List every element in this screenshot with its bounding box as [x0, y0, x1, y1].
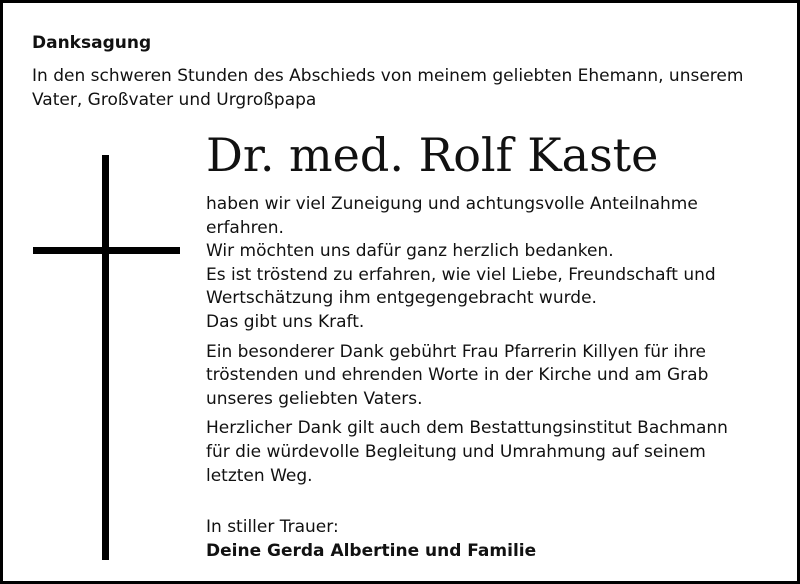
text-line: Es ist tröstend zu erfahren, wie viel Liebe, Freundschaft und	[206, 264, 716, 285]
text-line: haben wir viel Zuneigung und achtungsvolle Anteilnahme	[206, 194, 698, 214]
intro-text	[32, 64, 777, 112]
paragraph-funeral-home	[206, 417, 786, 488]
text-line: unseres geliebten Vaters.	[206, 388, 423, 409]
closing	[206, 515, 536, 563]
text-line: letzten Weg.	[206, 465, 313, 486]
message-body	[206, 193, 786, 494]
text-line: tröstenden und ehrenden Worte in der Kirche und am Grab	[206, 365, 709, 386]
closing-line: In stiller Trauer:	[206, 517, 339, 537]
cross-vertical-bar	[102, 155, 109, 560]
text-line: Wir möchten uns dafür ganz herzlich bedanken.	[206, 241, 614, 262]
text-line: Das gibt uns Kraft.	[206, 311, 365, 332]
text-line: Ein besonderer Dank gebührt Frau Pfarrerin Killyen für ihre	[206, 341, 706, 362]
text-line: Herzlicher Dank gilt auch dem Bestattungsinstitut Bachmann	[206, 418, 728, 439]
text-line: erfahren.	[206, 217, 284, 238]
cross-horizontal-bar	[33, 247, 180, 254]
heading: Danksagung	[32, 33, 152, 53]
signature: Deine Gerda Albertine und Familie	[206, 541, 537, 561]
intro-line: Vater, Großvater und Urgroßpapa	[32, 90, 317, 110]
text-line: Wertschätzung ihm entgegengebracht wurde.	[206, 288, 597, 309]
paragraph-pastor	[206, 341, 786, 412]
intro-line: In den schweren Stunden des Abschieds von meinem geliebten Ehemann, unserem	[32, 66, 744, 86]
text-line: für die würdevolle Begleitung und Umrahmung auf seinem	[206, 441, 706, 462]
paragraph-thanks	[206, 193, 786, 335]
deceased-name: Dr. med. Rolf Kaste	[206, 128, 659, 182]
